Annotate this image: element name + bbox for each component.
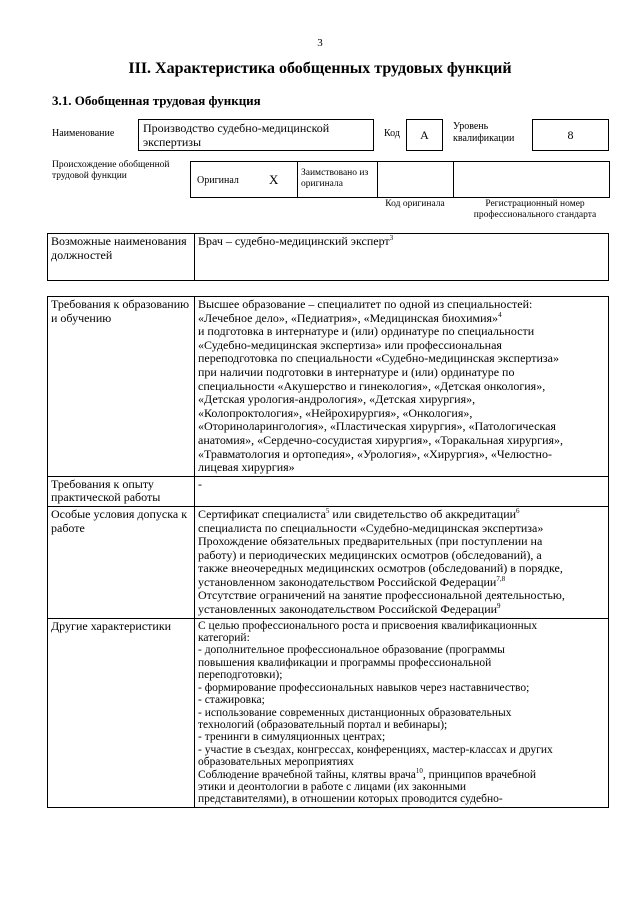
divider xyxy=(453,162,454,197)
origin-table xyxy=(190,161,610,198)
positions-value: Врач – судебно-медицинский эксперт$^3$ xyxy=(195,234,609,281)
table-row xyxy=(48,618,609,807)
special-conditions-value: Сертификат специалиста$^5$ или свидетельство об аккредитации$^6$ специалиста по специальности «Судебно-медицинская экспертиза» Прохождение обязательных предварительных (при поступлении на работу) и периодических медицинских осмотров (обследований), а также внеочередных медицинских осмотров (обследований) в порядке, установленном законодательством Российской Федерации$^{7,8}$ Отсутствие ограничений на занятие профессиональной деятельностью, установленных законодательством Российской Федерации$^9$ xyxy=(195,506,609,618)
code-value-cell xyxy=(406,119,443,151)
special-conditions-label: Особые условия допуска к работе xyxy=(48,506,195,618)
education-value: Высшее образование – специалитет по одной из специальностей: «Лечебное дело», «Педиатрия», «Медицинская биохимия»$^4$ и подготовка в интернатуре и (или) ординатуре по специальности «Судебно-медицинская экспертиза» или профессиональная переподготовка по специальности «Судебно-медицинская экспертиза» при наличии подготовки в интернатуре и (или) ординатуре по специальности «Акушерство и гинекология», «Детская онкология», «Детская урология-андрология», «Детская хирургия», «Колопроктология», «Нейрохирургия», «Онкология», «Оториноларингология», «Пластическая хирургия», «Патологическая анатомия», «Сердечно-сосудистая хирургия», «Торакальная хирургия», «Травматология и ортопедия», «Урология», «Хирургия», «Челюстно- лицевая хирургия» xyxy=(195,297,609,477)
code-value: A xyxy=(420,128,429,142)
footnote-ref: 7,8 xyxy=(496,574,506,583)
code-label: Код xyxy=(384,128,400,139)
name-value-cell xyxy=(138,119,374,151)
original-label: Оригинал xyxy=(197,175,239,186)
experience-label: Требования к опыту практической работы xyxy=(48,476,195,506)
other-characteristics-label: Другие характеристики xyxy=(48,618,195,807)
level-value: 8 xyxy=(567,128,574,142)
footnote-ref: 6 xyxy=(516,506,520,515)
footnote-ref: 5 xyxy=(325,506,330,515)
borrowed-label: Заимствовано из оригинала xyxy=(301,168,369,189)
table-row xyxy=(48,506,609,618)
reg-number-caption: Регистрационный номер профессионального стандарта xyxy=(473,199,597,220)
level-value-cell xyxy=(532,119,609,151)
page-number: 3 xyxy=(317,37,323,49)
original-mark: X xyxy=(269,172,279,187)
subsection-title: 3.1. Обобщенная трудовая функция xyxy=(52,93,261,108)
requirements-table xyxy=(47,296,609,808)
experience-value: - xyxy=(195,476,609,506)
footnote-ref: 4 xyxy=(498,310,502,319)
positions-table xyxy=(47,233,609,281)
level-label: Уровень квалификации xyxy=(453,121,515,144)
name-label: Наименование xyxy=(52,128,115,139)
name-value: Производство судебно-медицинской экспертизы xyxy=(143,121,330,149)
table-row xyxy=(48,297,609,477)
code-original-caption: Код оригинала xyxy=(385,199,445,209)
divider xyxy=(377,162,378,197)
divider xyxy=(297,162,298,197)
positions-label: Возможные наименования должностей xyxy=(48,234,195,281)
section-title: III. Характеристика обобщенных трудовых функций xyxy=(128,60,512,77)
origin-label: Происхождение обобщенной трудовой функции xyxy=(52,160,170,181)
footnote-ref: 9 xyxy=(497,602,501,611)
education-label: Требования к образованию и обучению xyxy=(48,297,195,477)
footnote-ref: 10 xyxy=(415,766,423,775)
footnote-ref: 3 xyxy=(389,234,394,242)
table-row xyxy=(48,476,609,506)
other-characteristics-value: С целью профессионального роста и присвоения квалификационных категорий: - дополнительное профессиональное образование (программы повышения квалификации и программы профессиональной переподготовки); - формирование профессиональных навыков через наставничество; - стажировка; - использование современных дистанционных образовательных технологий (образовательный портал и вебинары); - тренинги в симуляционных центрах; - участие в съездах, конгрессах, конференциях, мастер-классах и других образовательных мероприятиях Соблюдение врачебной тайны, клятвы врача$^{10}$, принципов врачебной этики и деонтологии в работе с лицами (их законными представителями), в отношении которых проводится судебно- xyxy=(195,618,609,807)
